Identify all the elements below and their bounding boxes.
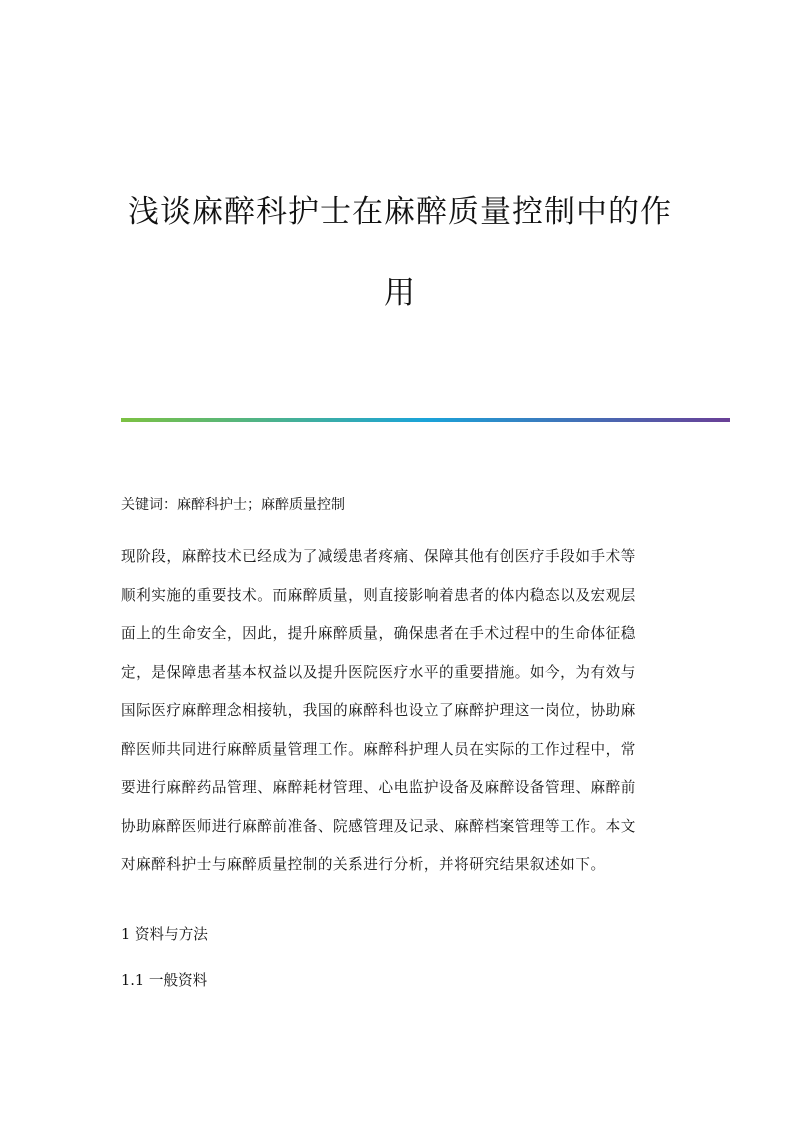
abstract-line: 顺利实施的重要技术。而麻醉质量，则直接影响着患者的体内稳态以及宏观层 — [121, 586, 636, 604]
abstract-line: 协助麻醉医师进行麻醉前准备、院感管理及记录、麻醉档案管理等工作。本文 — [121, 817, 636, 835]
section-heading-1: 1 资料与方法 — [121, 926, 208, 943]
abstract-line: 面上的生命安全，因此，提升麻醉质量，确保患者在手术过程中的生命体征稳 — [121, 625, 636, 642]
abstract-line: 醉医师共同进行麻醉质量管理工作。麻醉科护理人员在实际的工作过程中，常 — [121, 740, 636, 758]
document-title-line-2: 用 — [384, 275, 416, 311]
abstract-line: 要进行麻醉药品管理、麻醉耗材管理、心电监护设备及麻醉设备管理、麻醉前 — [121, 779, 636, 796]
abstract-paragraph — [121, 538, 681, 885]
abstract-line: 定，是保障患者基本权益以及提升医院医疗水平的重要措施。如今，为有效与 — [121, 663, 636, 681]
document-title-line-1: 浅谈麻醉科护士在麻醉质量控制中的作 — [128, 194, 672, 230]
abstract-line: 对麻醉科护士与麻醉质量控制的关系进行分析，并将研究结果叙述如下。 — [121, 856, 606, 873]
section-heading-1-1: 1.1 一般资料 — [121, 972, 208, 989]
abstract-line: 现阶段，麻醉技术已经成为了减缓患者疼痛、保障其他有创医疗手段如手术等 — [121, 548, 636, 565]
abstract-line: 国际医疗麻醉理念相接轨，我国的麻醉科也设立了麻醉护理这一岗位，协助麻 — [121, 702, 636, 719]
keywords-line: 关键词：麻醉科护士；麻醉质量控制 — [121, 497, 345, 513]
title-divider — [121, 418, 730, 422]
